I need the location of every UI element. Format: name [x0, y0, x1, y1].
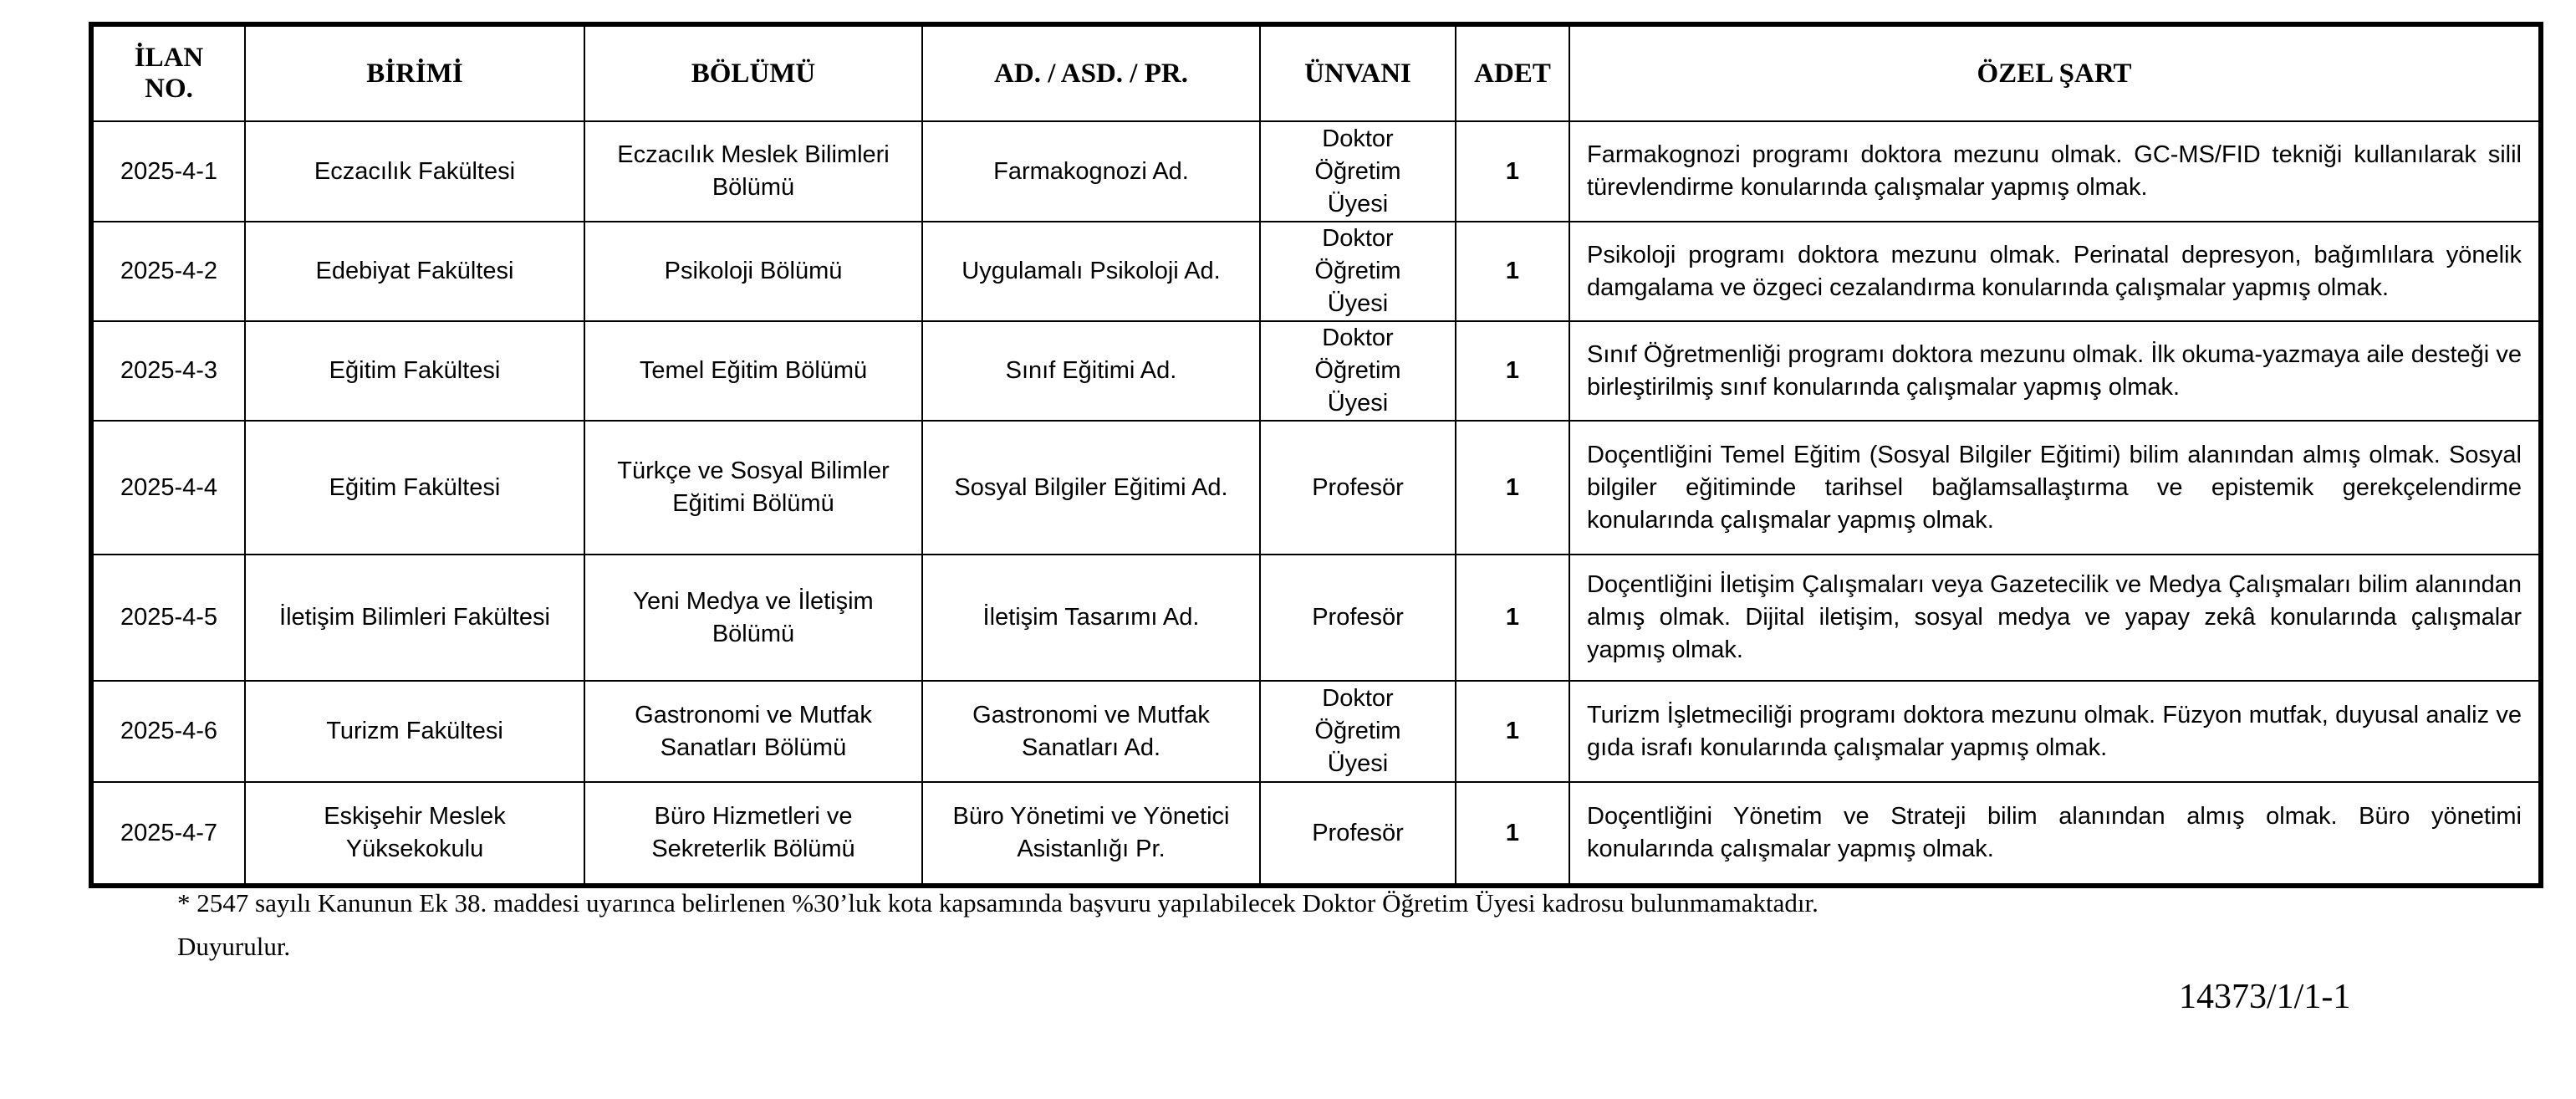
cell-birimi: Turizm Fakültesi — [245, 681, 584, 782]
cell-ozel-sart: Farmakognozi programı doktora mezunu olmak. GC-MS/FID tekniği kullanılarak silil türevlendirme konularında çalışmalar yapmış olmak. — [1569, 121, 2541, 222]
cell-adet: 1 — [1456, 121, 1569, 222]
cell-ozel-sart: Turizm İşletmeciliği programı doktora mezunu olmak. Füzyon mutfak, duyusal analiz ve gıda israfı konularında çalışmalar yapmış olmak. — [1569, 681, 2541, 782]
table-row — [91, 782, 2541, 886]
cell-birimi: Edebiyat Fakültesi — [245, 222, 584, 321]
cell-ad: Sosyal Bilgiler Eğitimi Ad. — [922, 421, 1260, 555]
cell-adet: 1 — [1456, 681, 1569, 782]
table-row — [91, 681, 2541, 782]
cell-ilan-no: 2025-4-4 — [91, 421, 245, 555]
header-ad: AD. / ASD. / PR. — [922, 24, 1260, 121]
table-row — [91, 121, 2541, 222]
table-header-row — [91, 24, 2541, 121]
footnote: * 2547 sayılı Kanunun Ek 38. maddesi uyarınca belirlenen %30’luk kota kapsamında başvuru yapılabilecek Doktor Öğretim Üyesi kadrosu bulunmamaktadır. — [177, 888, 1819, 918]
cell-unvani: Profesör — [1260, 782, 1456, 886]
header-ilan-no: İLAN NO. — [91, 24, 245, 121]
cell-birimi: Eskişehir Meslek Yüksekokulu — [245, 782, 584, 886]
cell-bolumu: Yeni Medya ve İletişim Bölümü — [584, 555, 922, 681]
header-ozel-sart: ÖZEL ŞART — [1569, 24, 2541, 121]
cell-ad: Büro Yönetimi ve Yönetici Asistanlığı Pr. — [922, 782, 1260, 886]
cell-adet: 1 — [1456, 421, 1569, 555]
table-row — [91, 421, 2541, 555]
cell-unvani: Doktor Öğretim Üyesi — [1260, 681, 1456, 782]
cell-ad: İletişim Tasarımı Ad. — [922, 555, 1260, 681]
cell-adet: 1 — [1456, 222, 1569, 321]
cell-ozel-sart: Sınıf Öğretmenliği programı doktora mezunu olmak. İlk okuma-yazmaya aile desteği ve birleştirilmiş sınıf konularında çalışmalar yapmış olmak. — [1569, 321, 2541, 421]
cell-ozel-sart: Doçentliğini Temel Eğitim (Sosyal Bilgiler Eğitimi) bilim alanından almış olmak. Sosyal bilgiler eğitiminde tarihsel bağlamsallaştırma ve epistemik gerekçelendirme konularında çalışmalar yapmış olmak. — [1569, 421, 2541, 555]
cell-unvani: Doktor Öğretim Üyesi — [1260, 121, 1456, 222]
table-row — [91, 222, 2541, 321]
cell-adet: 1 — [1456, 555, 1569, 681]
cell-bolumu: Türkçe ve Sosyal Bilimler Eğitimi Bölümü — [584, 421, 922, 555]
cell-ilan-no: 2025-4-1 — [91, 121, 245, 222]
cell-ozel-sart: Psikoloji programı doktora mezunu olmak. Perinatal depresyon, bağımlılara yönelik damgalama ve özgeci cezalandırma konularında çalışmalar yapmış olmak. — [1569, 222, 2541, 321]
cell-bolumu: Büro Hizmetleri ve Sekreterlik Bölümü — [584, 782, 922, 886]
cell-ilan-no: 2025-4-7 — [91, 782, 245, 886]
cell-ilan-no: 2025-4-6 — [91, 681, 245, 782]
cell-bolumu: Psikoloji Bölümü — [584, 222, 922, 321]
cell-birimi: Eczacılık Fakültesi — [245, 121, 584, 222]
cell-bolumu: Eczacılık Meslek Bilimleri Bölümü — [584, 121, 922, 222]
cell-ozel-sart: Doçentliğini İletişim Çalışmaları veya Gazetecilik ve Medya Çalışmaları bilim alanından almış olmak. Dijital iletişim, sosyal medya ve yapay zekâ konularında çalışmalar yapmış olmak. — [1569, 555, 2541, 681]
cell-unvani: Profesör — [1260, 421, 1456, 555]
vacancy-table — [89, 22, 2543, 888]
cell-unvani: Profesör — [1260, 555, 1456, 681]
cell-bolumu: Temel Eğitim Bölümü — [584, 321, 922, 421]
header-birimi: BİRİMİ — [245, 24, 584, 121]
header-bolumu: BÖLÜMÜ — [584, 24, 922, 121]
cell-ilan-no: 2025-4-5 — [91, 555, 245, 681]
cell-unvani: Doktor Öğretim Üyesi — [1260, 321, 1456, 421]
cell-ozel-sart: Doçentliğini Yönetim ve Strateji bilim alanından almış olmak. Büro yönetimi konularında çalışmalar yapmış olmak. — [1569, 782, 2541, 886]
closing-text: Duyurulur. — [177, 932, 291, 961]
cell-ad: Sınıf Eğitimi Ad. — [922, 321, 1260, 421]
cell-ilan-no: 2025-4-3 — [91, 321, 245, 421]
cell-birimi: İletişim Bilimleri Fakültesi — [245, 555, 584, 681]
cell-bolumu: Gastronomi ve Mutfak Sanatları Bölümü — [584, 681, 922, 782]
table-row — [91, 555, 2541, 681]
header-unvani: ÜNVANI — [1260, 24, 1456, 121]
cell-unvani: Doktor Öğretim Üyesi — [1260, 222, 1456, 321]
cell-ad: Uygulamalı Psikoloji Ad. — [922, 222, 1260, 321]
cell-birimi: Eğitim Fakültesi — [245, 321, 584, 421]
header-adet: ADET — [1456, 24, 1569, 121]
cell-ad: Farmakognozi Ad. — [922, 121, 1260, 222]
cell-adet: 1 — [1456, 782, 1569, 886]
cell-birimi: Eğitim Fakültesi — [245, 421, 584, 555]
cell-ad: Gastronomi ve Mutfak Sanatları Ad. — [922, 681, 1260, 782]
cell-adet: 1 — [1456, 321, 1569, 421]
reference-code: 14373/1/1-1 — [2179, 978, 2351, 1016]
table-row — [91, 321, 2541, 421]
cell-ilan-no: 2025-4-2 — [91, 222, 245, 321]
